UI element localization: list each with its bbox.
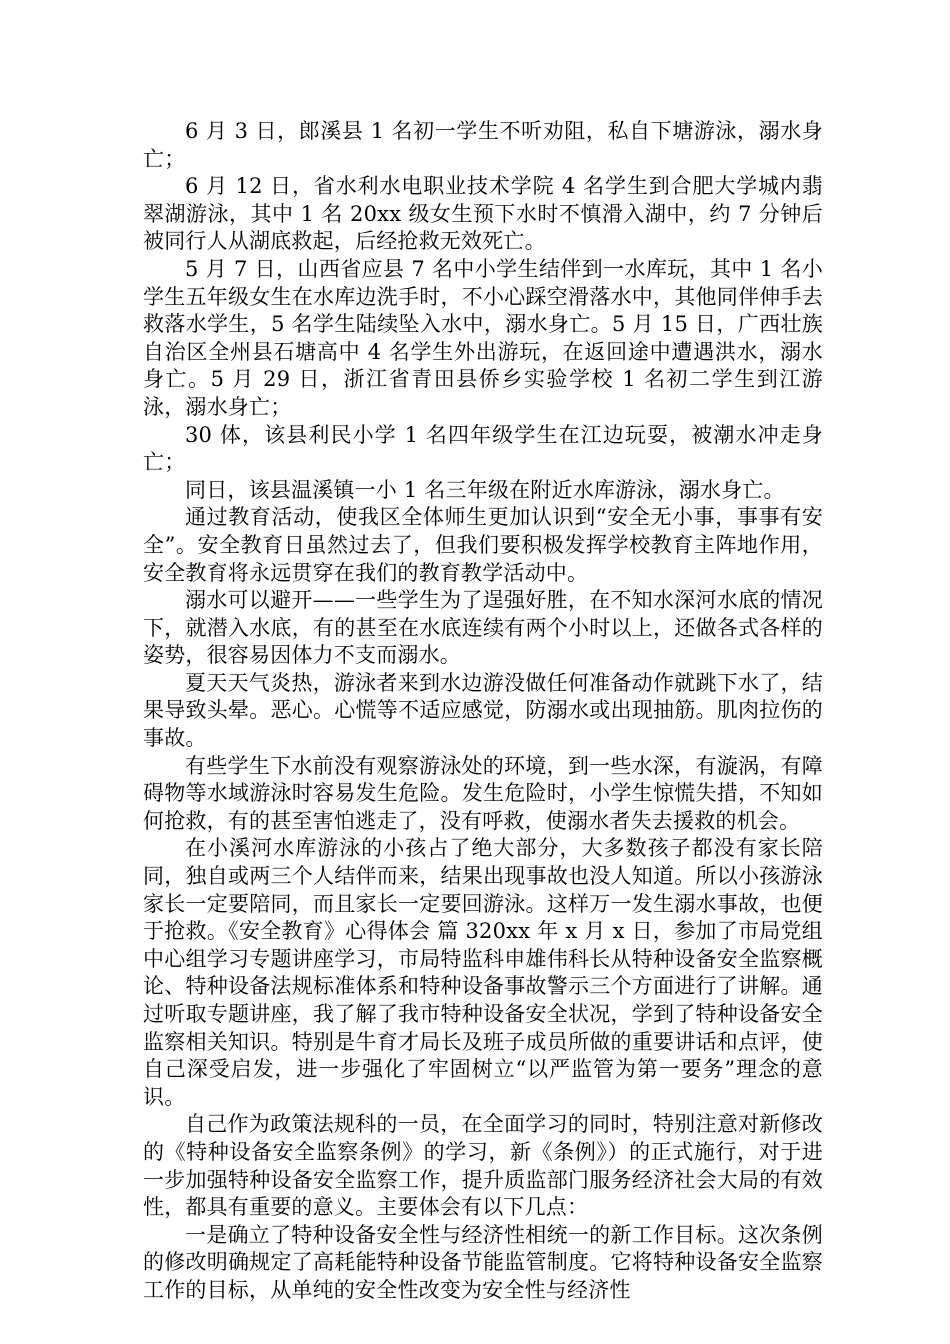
paragraph: 夏天天气炎热，游泳者来到水边游没做任何准备动作就跳下水了，结果导致头晕。恶心。心慌等不适应感觉，防溺水或出现抽筋。肌肉拉伤的事故。 (143, 670, 823, 751)
document-body (143, 118, 823, 1305)
paragraph: 自己作为政策法规科的一员，在全面学习的同时，特别注意对新修改的《特种设备安全监察条例》的学习，新《条例》）的正式施行，对于进一步加强特种设备安全监察工作，提升质监部门服务经济社会大局的有效性，都具有重要的意义。主要体会有以下几点： (143, 1112, 823, 1220)
paragraph: 在小溪河水库游泳的小孩占了绝大部分，大多数孩子都没有家长陪同，独自或两三个人结伴而来，结果出现事故也没人知道。所以小孩游泳家长一定要陪同，而且家长一定要回游泳。这样万一发生溺水事故，也便于抢救。《安全教育》心得体会 篇 320xx 年 x 月 x 日，参加了市局党组中心组学习专题讲座学习，市局特监科申雄伟科长从特种设备安全监察概论、特种设备法规标准体系和特种设备事故警示三个方面进行了讲解。通过听取专题讲座，我了解了我市特种设备安全状况，学到了特种设备安全监察相关知识。特别是牛育才局长及班子成员所做的重要讲话和点评，使自己深受启发，进一步强化了牢固树立“以严监管为第一要务”理念的意识。 (143, 836, 823, 1109)
paragraph: 6 月 12 日，省水利水电职业技术学院 4 名学生到合肥大学城内翡翠湖游泳，其中 1 名 20xx 级女生预下水时不慎滑入湖中，约 7 分钟后被同行人从湖底救起，后经抢救无效死亡。 (143, 174, 823, 254)
paragraph: 有些学生下水前没有观察游泳处的环境，到一些水深，有漩涡，有障碍物等水域游泳时容易发生危险。发生危险时，小学生惊慌失措，不知如何抢救，有的甚至害怕逃走了，没有呼救，使溺水者失去援救的机会。 (143, 753, 823, 833)
paragraph: 30 体，该县利民小学 1 名四年级学生在江边玩耍，被潮水冲走身亡； (143, 422, 823, 475)
paragraph: 溺水可以避开——一些学生为了逞强好胜，在不知水深河水底的情况下，就潜入水底，有的甚至在水底连续有两个小时以上，还做各式各样的姿势，很容易因体力不支而溺水。 (143, 588, 823, 668)
paragraph: 5 月 7 日，山西省应县 7 名中小学生结伴到一水库玩，其中 1 名小学生五年级女生在水库边洗手时，不小心踩空滑落水中，其他同伴伸手去救落水学生，5 名学生陆续坠入水中，溺水身亡。5 月 15 日，广西壮族自治区全州县石塘高中 4 名学生外出游玩，在返回途中遭遇洪水，溺水身亡。5 月 29 日，浙江省青田县侨乡实验学校 1 名初二学生到江游泳，溺水身亡； (143, 256, 823, 419)
paragraph: 一是确立了特种设备安全性与经济性相统一的新工作目标。这次条例的修改明确规定了高耗能特种设备节能监管制度。它将特种设备安全监察工作的目标，从单纯的安全性改变为安全性与经济性 (143, 1222, 823, 1302)
paragraph: 6 月 3 日，郎溪县 1 名初一学生不听劝阻，私自下塘游泳，溺水身亡； (143, 119, 823, 171)
paragraph: 通过教育活动，使我区全体师生更加认识到“安全无小事，事事有安全”。安全教育日虽然过去了，但我们要积极发挥学校教育主阵地作用，安全教育将永远贯穿在我们的教育教学活动中。 (143, 505, 823, 585)
paragraph: 同日，该县温溪镇一小 1 名三年级在附近水库游泳，溺水身亡。 (185, 477, 785, 502)
